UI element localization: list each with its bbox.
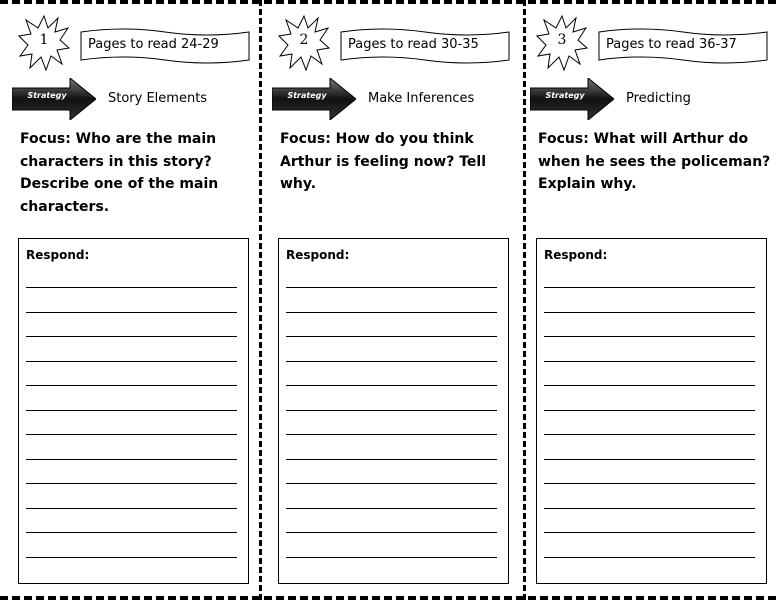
writing-line (26, 336, 237, 337)
respond-box[interactable] (536, 238, 767, 584)
writing-line (26, 508, 237, 509)
strategy-name: Make Inferences (368, 91, 475, 106)
writing-line (26, 312, 237, 313)
pages-banner (340, 28, 510, 64)
writing-line (26, 434, 237, 435)
section-number-star (278, 14, 330, 72)
respond-box[interactable] (278, 238, 509, 584)
section-number: 2 (299, 32, 309, 48)
section-number: 3 (557, 32, 567, 48)
writing-line (26, 483, 237, 484)
writing-line (286, 532, 497, 533)
pages-to-read: Pages to read 30-35 (348, 37, 479, 52)
writing-line (544, 287, 755, 288)
writing-line (286, 287, 497, 288)
writing-line (544, 385, 755, 386)
writing-line (286, 336, 497, 337)
writing-line (26, 459, 237, 460)
strategy-label: Strategy (287, 91, 327, 100)
section-number-star (18, 14, 70, 72)
strategy-arrow (530, 78, 614, 120)
respond-label: Respond: (286, 248, 350, 262)
writing-line (286, 361, 497, 362)
respond-label: Respond: (544, 248, 608, 262)
writing-line (286, 312, 497, 313)
writing-line (26, 532, 237, 533)
strategy-arrow (12, 78, 96, 120)
writing-line (544, 532, 755, 533)
pages-banner (80, 28, 250, 64)
writing-line (544, 508, 755, 509)
writing-line (544, 434, 755, 435)
strategy-name: Story Elements (108, 91, 208, 106)
writing-line (26, 557, 237, 558)
writing-line (544, 483, 755, 484)
writing-line (544, 312, 755, 313)
pages-banner (598, 28, 768, 64)
writing-line (286, 410, 497, 411)
reading-section-3 (536, 0, 776, 600)
writing-line (544, 410, 755, 411)
writing-line (26, 410, 237, 411)
writing-line (544, 459, 755, 460)
focus-question: Focus: What will Arthur do when he sees the policeman? Explain why. (538, 131, 771, 192)
writing-line (286, 434, 497, 435)
section-number: 1 (39, 32, 49, 48)
strategy-name: Predicting (626, 91, 691, 106)
writing-line (286, 557, 497, 558)
writing-line (286, 385, 497, 386)
writing-line (544, 557, 755, 558)
reading-section-2 (278, 0, 528, 600)
writing-line (544, 336, 755, 337)
pages-to-read: Pages to read 24-29 (88, 37, 219, 52)
writing-line (26, 287, 237, 288)
writing-line (286, 508, 497, 509)
focus-question: Focus: Who are the main characters in this story? Describe one of the main characters. (20, 131, 219, 215)
writing-line (286, 483, 497, 484)
writing-line (286, 459, 497, 460)
writing-line (26, 385, 237, 386)
writing-line (26, 361, 237, 362)
strategy-arrow (272, 78, 356, 120)
section-number-star (536, 14, 588, 72)
strategy-label: Strategy (27, 91, 67, 100)
reading-section-1 (18, 0, 268, 600)
writing-line (544, 361, 755, 362)
respond-label: Respond: (26, 248, 90, 262)
respond-box[interactable] (18, 238, 249, 584)
focus-question: Focus: How do you think Arthur is feeling now? Tell why. (280, 131, 486, 192)
strategy-label: Strategy (545, 91, 585, 100)
pages-to-read: Pages to read 36-37 (606, 37, 737, 52)
